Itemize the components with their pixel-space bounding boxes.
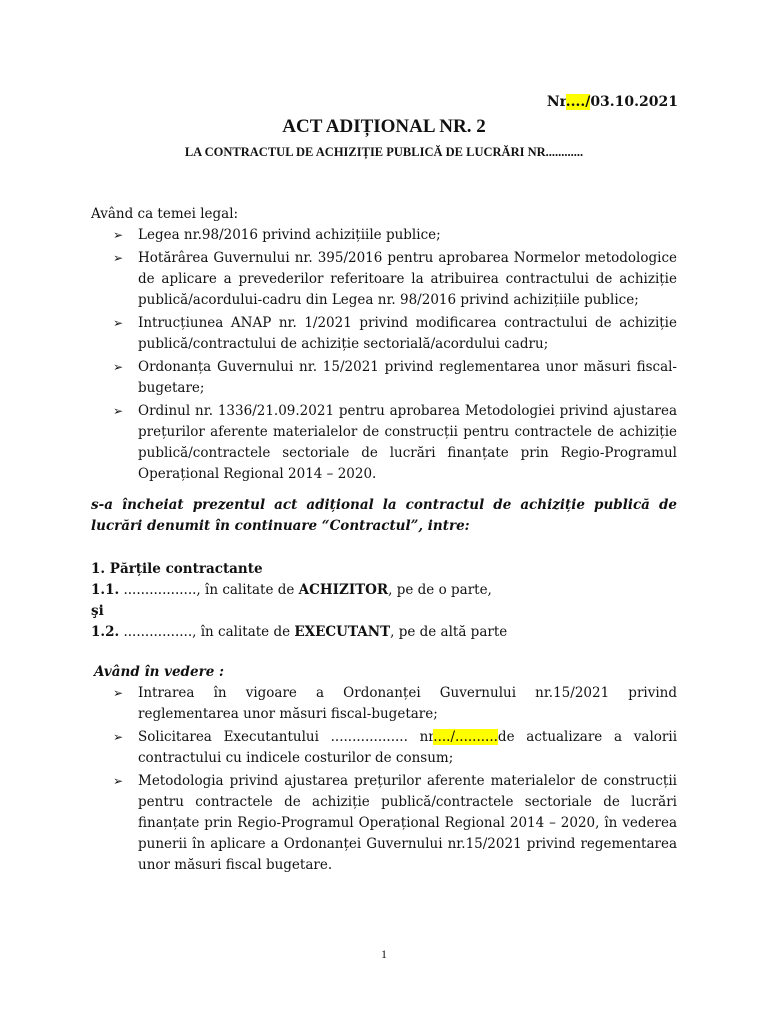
arrow-bullet-icon: ➢ (113, 730, 124, 744)
list-item: ➢ Intrucțiunea ANAP nr. 1/2021 privind modificarea contractului de achiziție publică/contractului de achiziție sectorială/acordului cadru; (113, 315, 677, 352)
party-executant: 1.2. ................, în calitate de EXECUTANT, pe de altă parte (91, 624, 508, 640)
page-number: 1 (381, 947, 387, 961)
considering-section (91, 662, 677, 878)
document-subtitle: LA CONTRACTUL DE ACHIZIȚIE PUBLICĂ DE LUCRĂRI NR............ (184, 145, 584, 159)
legal-basis-section (91, 204, 677, 487)
arrow-bullet-icon: ➢ (113, 774, 124, 788)
party-acquirer: 1.1. ................., în calitate de ACHIZITOR, pe de o parte, (91, 582, 492, 598)
list-item: ➢ Metodologia privind ajustarea prețurilor aferente materialelor de construcții pentru contractele de achiziție publică/contractele sectoriale de lucrări finanțate prin Regio-Programul Operațional Regional 2014 – 2020, în vederea punerii în aplicare a Ordonanței Guvernului nr.15/2021 privind regementarea unor măsuri fiscal bugetare. (113, 773, 677, 873)
concluded-statement: s-a încheiat prezentul act adițional la contractul de achiziție publică de lucrări denumit în continuare “Contractul”, intre: (91, 497, 677, 534)
list-item: ➢ Intrarea în vigoare a Ordonanței Guvernului nr.15/2021 privind reglementarea unor măsuri fiscal-bugetare; (113, 685, 677, 722)
parties-heading: 1. Părțile contractante (91, 561, 263, 577)
list-item: ➢ Solicitarea Executantului .................. nr..../..........de actualizare a valorii contractului cu indicele costurilor de consum; (113, 729, 678, 766)
document-number (547, 94, 678, 110)
and-separator: şi (91, 603, 104, 619)
legal-basis-intro: Având ca temei legal: (91, 206, 239, 222)
nr-prefix: Nr (546, 94, 566, 110)
list-item: ➢ Legea nr.98/2016 privind achizițiile publice; (91, 225, 677, 246)
list-item: ➢ Ordonanța Guvernului nr. 15/2021 privind reglementarea unor măsuri fiscal-bugetare; (113, 359, 677, 396)
arrow-bullet-icon: ➢ (113, 404, 124, 418)
list-item: ➢ Hotărârea Guvernului nr. 395/2016 pentru aprobarea Normelor metodologice de aplicare a prevederilor referitoare la atribuirea contractului de achiziție publică/acordului-cadru din Legea nr. 98/2016 privind achizițiile publice; (113, 250, 677, 308)
nr-date: 03.10.2021 (590, 94, 678, 110)
list-item: ➢ Ordinul nr. 1336/21.09.2021 pentru aprobarea Metodologiei privind ajustarea prețurilor aferente materialelor de construcții pentru contractele de achiziție publică/contractele sectoriale de lucrări finanțate prin Regio-Programul Operațional Regional 2014 – 2020. (113, 403, 677, 482)
arrow-bullet-icon: ➢ (113, 686, 124, 700)
arrow-bullet-icon: ➢ (113, 251, 124, 265)
legal-basis-list (91, 225, 677, 485)
nr-placeholder-highlight: ..../ (565, 94, 591, 110)
parties-section (91, 559, 677, 643)
considering-heading: Având în vedere : (94, 664, 224, 680)
arrow-bullet-icon: ➢ (113, 316, 124, 330)
considering-list (91, 683, 677, 876)
document-title: ACT ADIȚIONAL NR. 2 (282, 116, 486, 137)
arrow-bullet-icon: ➢ (113, 228, 124, 242)
arrow-bullet-icon: ➢ (113, 360, 124, 374)
request-number-highlight: ..../.......... (433, 729, 498, 745)
